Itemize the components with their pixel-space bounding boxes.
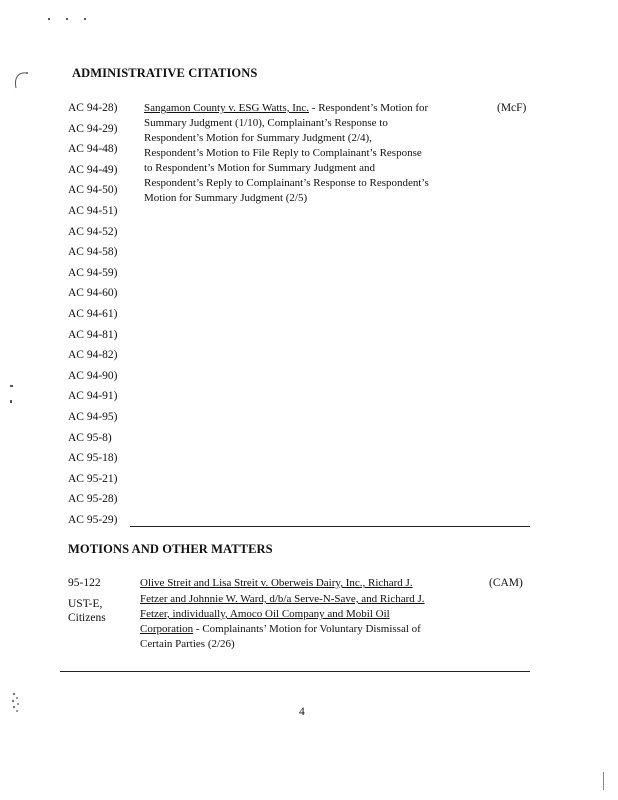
- case-number: AC 94-29): [68, 122, 118, 135]
- case-title-rest: - Respondent’s Motion for: [309, 102, 429, 114]
- case-number: AC 95-29): [68, 514, 118, 526]
- entry-description-line: Summary Judgment (1/10), Complainant’s Response to: [144, 117, 388, 129]
- case-type-line2: Citizens: [68, 612, 106, 624]
- case-number: AC 95-28): [68, 493, 118, 506]
- scan-mark-icon: [10, 70, 30, 92]
- title-line-4-underlined: Corporation: [140, 623, 194, 635]
- case-number: AC 94-49): [68, 163, 118, 176]
- title-tail: - Complainants’ Motion for Voluntary Dismissal of: [193, 623, 421, 635]
- page-number: 4: [299, 706, 305, 718]
- scan-speck: [10, 400, 12, 403]
- title-line-2: Fetzer and Johnnie W. Ward, d/b/a Serve-N-Save, and Richard J.: [140, 593, 425, 605]
- case-number: AC 95-8): [68, 431, 112, 444]
- title-line-4: [140, 623, 421, 635]
- scan-speck: [10, 385, 13, 387]
- scan-mark: [10, 70, 30, 97]
- section-divider-2: [60, 671, 530, 672]
- scan-speck: [66, 18, 68, 20]
- case-number: AC 94-28): [68, 102, 118, 114]
- scan-speck: [84, 18, 86, 20]
- case-number: AC 94-60): [68, 287, 118, 300]
- scan-speck: [48, 18, 50, 20]
- entry-description-line: Respondent’s Reply to Complainant’s Response to Respondent’s: [144, 177, 429, 189]
- case-number: AC 94-59): [68, 266, 118, 279]
- entry-description-line: Respondent’s Motion to File Reply to Complainant’s Response: [144, 147, 422, 159]
- scan-edge: [603, 772, 604, 790]
- section-divider: [130, 526, 530, 527]
- staff-initials: (McF): [497, 102, 527, 114]
- case-number: AC 94-50): [68, 184, 118, 197]
- title-line-3: Fetzer, individually, Amoco Oil Company and Mobil Oil: [140, 608, 390, 620]
- case-number: AC 94-82): [68, 349, 118, 362]
- case-number: AC 94-61): [68, 308, 118, 320]
- scan-smudge: [8, 690, 24, 721]
- section-heading-administrative-citations: ADMINISTRATIVE CITATIONS: [72, 66, 258, 80]
- section-heading-motions: MOTIONS AND OTHER MATTERS: [68, 542, 273, 556]
- scan-smudge-icon: [8, 690, 24, 716]
- title-line-1: Olive Streit and Lisa Streit v. Oberweis Dairy, Inc., Richard J.: [140, 577, 413, 589]
- case-number: AC 95-21): [68, 472, 118, 485]
- case-title: Sangamon County v. ESG Watts, Inc.: [144, 102, 310, 114]
- rest-line: Certain Parties (2/26): [140, 638, 235, 650]
- entry-title-line: [144, 102, 428, 114]
- case-number: AC 94-52): [68, 225, 118, 238]
- case-number: 95-122: [68, 577, 101, 589]
- case-type-line1: UST-E,: [68, 598, 103, 610]
- entry-description-line: Respondent’s Motion for Summary Judgment (2/4),: [144, 132, 372, 144]
- case-number: AC 94-48): [68, 143, 118, 156]
- case-number: AC 94-90): [68, 369, 118, 382]
- case-number: AC 94-51): [68, 205, 118, 217]
- entry-description-line: to Respondent’s Motion for Summary Judgment and: [144, 162, 375, 174]
- case-number: AC 94-95): [68, 411, 118, 423]
- case-number: AC 95-18): [68, 452, 118, 465]
- entry-description-line: Motion for Summary Judgment (2/5): [144, 192, 308, 204]
- case-number: AC 94-81): [68, 328, 118, 341]
- case-number: AC 94-58): [68, 246, 118, 259]
- staff-initials-2: (CAM): [489, 577, 523, 589]
- case-number: AC 94-91): [68, 390, 118, 403]
